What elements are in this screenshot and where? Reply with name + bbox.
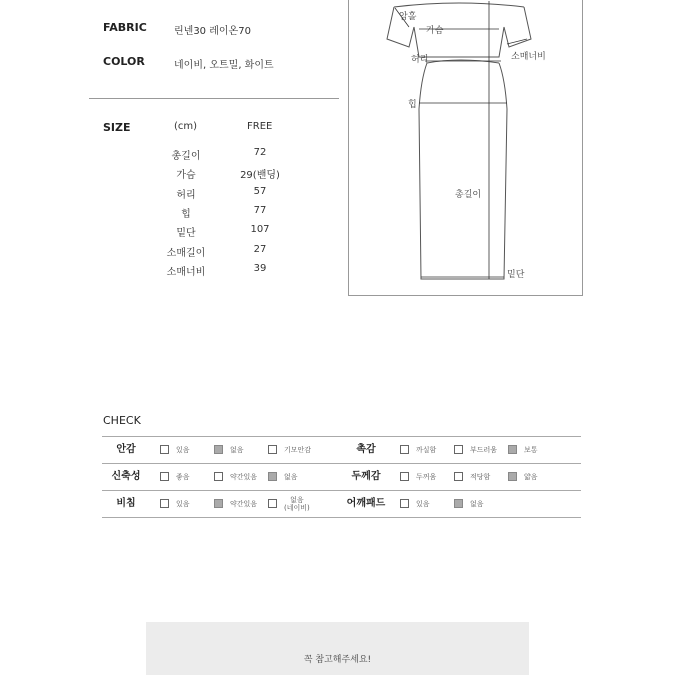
checkbox-option-label: 부드러움 [470,446,498,454]
checkbox[interactable] [454,499,463,508]
checkbox[interactable] [160,472,169,481]
color-value: 네이비, 오트밀, 화이트 [174,60,274,71]
color-label: COLOR [103,55,145,68]
size-row-name: 소매길이 [166,247,206,259]
checkbox-option-label: 없음 (네이비) [284,496,310,512]
check-row [102,436,581,463]
check-title: CHECK [103,414,141,427]
checkbox[interactable] [214,445,223,454]
checkbox[interactable] [268,472,277,481]
notice-box [146,622,529,675]
checkbox-option-label: 적당함 [470,473,491,481]
checkbox[interactable] [454,445,463,454]
diagram-label-hem: 밑단 [507,270,525,280]
size-row-value: 39 [253,262,267,274]
checkbox[interactable] [508,472,517,481]
size-row-value: 57 [253,185,267,197]
check-category-label: 안감 [102,437,150,463]
checkbox-option-label: 없음 [470,500,484,508]
checkbox-option-label: 보통 [524,446,538,454]
divider [89,98,339,99]
diagram-label-armhole: 암홀 [399,12,417,22]
checkbox[interactable] [214,472,223,481]
checkbox[interactable] [268,499,277,508]
size-row-value: 72 [253,147,267,158]
checkbox[interactable] [508,445,517,454]
size-row-name: 총길이 [171,151,201,162]
notice-text: 꼭 참고해주세요! [303,655,372,665]
checkbox-option-label: 없음 [230,446,244,454]
checkbox-option-label: 까실함 [416,446,437,454]
checkbox-option-label: 좋음 [176,473,190,481]
size-row-name: 힙 [181,208,191,220]
checkbox-option-label: 있음 [176,446,190,454]
checkbox[interactable] [268,445,277,454]
checkbox-option-label: 있음 [416,500,430,508]
checkbox-option-label: 얇음 [524,473,538,481]
size-name: FREE [247,121,273,132]
size-row-value: 77 [253,204,267,216]
size-row-name: 가슴 [176,170,196,182]
fabric-value: 린넨30 레이온70 [174,26,251,37]
checkbox[interactable] [214,499,223,508]
diagram-label-total-length: 총길이 [455,190,482,200]
checkbox[interactable] [454,472,463,481]
checkbox[interactable] [160,445,169,454]
size-row-name: 소매너비 [166,266,206,278]
size-row-value: 107 [250,224,270,236]
checkbox-option-label: 있음 [176,500,190,508]
diagram-label-hip: 힙 [408,100,417,110]
checkbox[interactable] [160,499,169,508]
checkbox-option-label: 기모안감 [284,446,312,454]
fabric-label: FABRIC [103,21,147,34]
checkbox[interactable] [400,499,409,508]
check-category-label: 촉감 [342,437,390,463]
size-row-name: 밑단 [176,228,196,240]
diagram-label-sleeve-width: 소매너비 [511,52,546,62]
checkbox[interactable] [400,472,409,481]
size-unit: (cm) [174,121,198,132]
check-table-bottom-border [102,517,581,518]
diagram-label-chest: 가슴 [426,26,444,36]
checkbox-option-label: 두꺼움 [416,473,437,481]
size-label: SIZE [103,121,131,134]
check-row [102,490,581,517]
checkbox-option-label: 약간있음 [230,500,258,508]
size-row-value: 29(밴딩) [240,170,280,182]
dress-outline-illustration [349,0,582,295]
checkbox-option-label: 약간있음 [230,473,258,481]
check-category-label: 비침 [102,491,150,517]
size-row-name: 허리 [176,189,196,201]
check-category-label: 신축성 [102,464,150,490]
check-category-label: 어깨패드 [342,491,390,517]
size-row-value: 27 [253,243,267,255]
check-category-label: 두께감 [342,464,390,490]
checkbox[interactable] [400,445,409,454]
checkbox-option-label: 없음 [284,473,298,481]
diagram-label-waist: 허리 [411,55,429,65]
check-row [102,463,581,490]
garment-diagram [348,0,583,296]
